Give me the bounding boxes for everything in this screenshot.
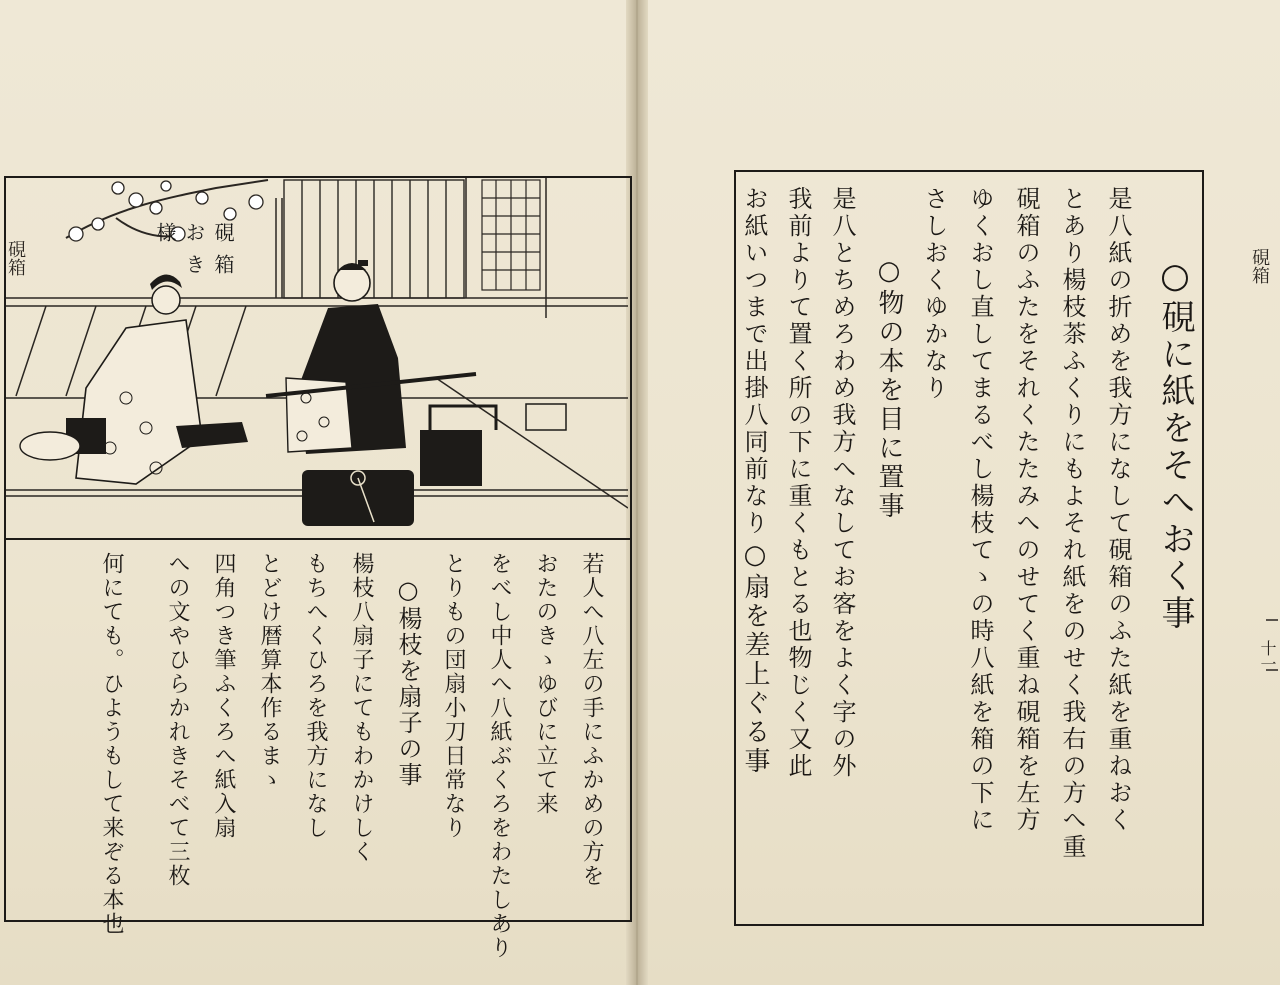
right-column-10: お紙いつまで出掛八同前なり: [740, 186, 768, 537]
left-column-8: とどけ暦算本作るまゝ: [257, 552, 282, 792]
left-column-9: 四角つき筆ふくろへ紙入扇: [211, 552, 236, 840]
left-column-10: への文やひらかれきそべて三枚: [165, 552, 190, 888]
left-column-6: 楊枝八扇子にてもわかけしく: [349, 552, 374, 864]
right-column-4: 硯箱のふたをそれくたたみへのせてく重ね硯箱を左方: [1012, 186, 1040, 834]
right-column-7: ○物の本を目に置事: [874, 256, 904, 521]
left-edge-label: 硯箱: [5, 240, 26, 276]
left-column-7: もちへくひろを我方になし: [303, 552, 328, 840]
left-column-2: おたのきゝゆびに立て来: [533, 552, 558, 816]
right-column-5: ゆくおし直してまるべし楊枝てゝの時八紙を箱の下に: [966, 186, 994, 834]
margin-ticks: [1266, 610, 1278, 690]
right-column-9: 我前よりて置く所の下に重くもとる也物じく又此: [784, 186, 812, 780]
illustration-caption: 硯箱おき様: [153, 222, 235, 286]
right-column-3: とあり楊枝茶ふくりにもよそれ紙をのせく我右の方へ重: [1058, 186, 1086, 861]
left-column-3: をべし中人へ八紙ぶくろをわたしあり: [487, 552, 512, 960]
left-column-5: ○楊枝を扇子の事: [394, 576, 422, 788]
woodblock-illustration: [6, 178, 628, 538]
right-column-2: 是八紙の折めを我方になして硯箱のふた紙を重ねおく: [1104, 186, 1132, 834]
right-edge-label: 硯箱: [1249, 248, 1270, 284]
left-column-11: 何にても。ひようもして来ぞる本也: [99, 552, 124, 936]
right-column-6: さしおくゆかなり: [920, 186, 948, 402]
left-column-4: とりもの団扇小刀日常なり: [441, 552, 466, 840]
illustration-divider: [4, 538, 630, 540]
right-column-1: ○硯に紙をそへおく事: [1155, 256, 1195, 632]
right-column-11: ○扇を差上ぐる事: [740, 540, 770, 776]
left-column-1: 若人へ八左の手にふかめの方を: [579, 552, 604, 888]
page-number: 十一: [1258, 640, 1277, 672]
right-column-8: 是八とちめろわめ我方へなしてお客をよく字の外: [828, 186, 856, 780]
